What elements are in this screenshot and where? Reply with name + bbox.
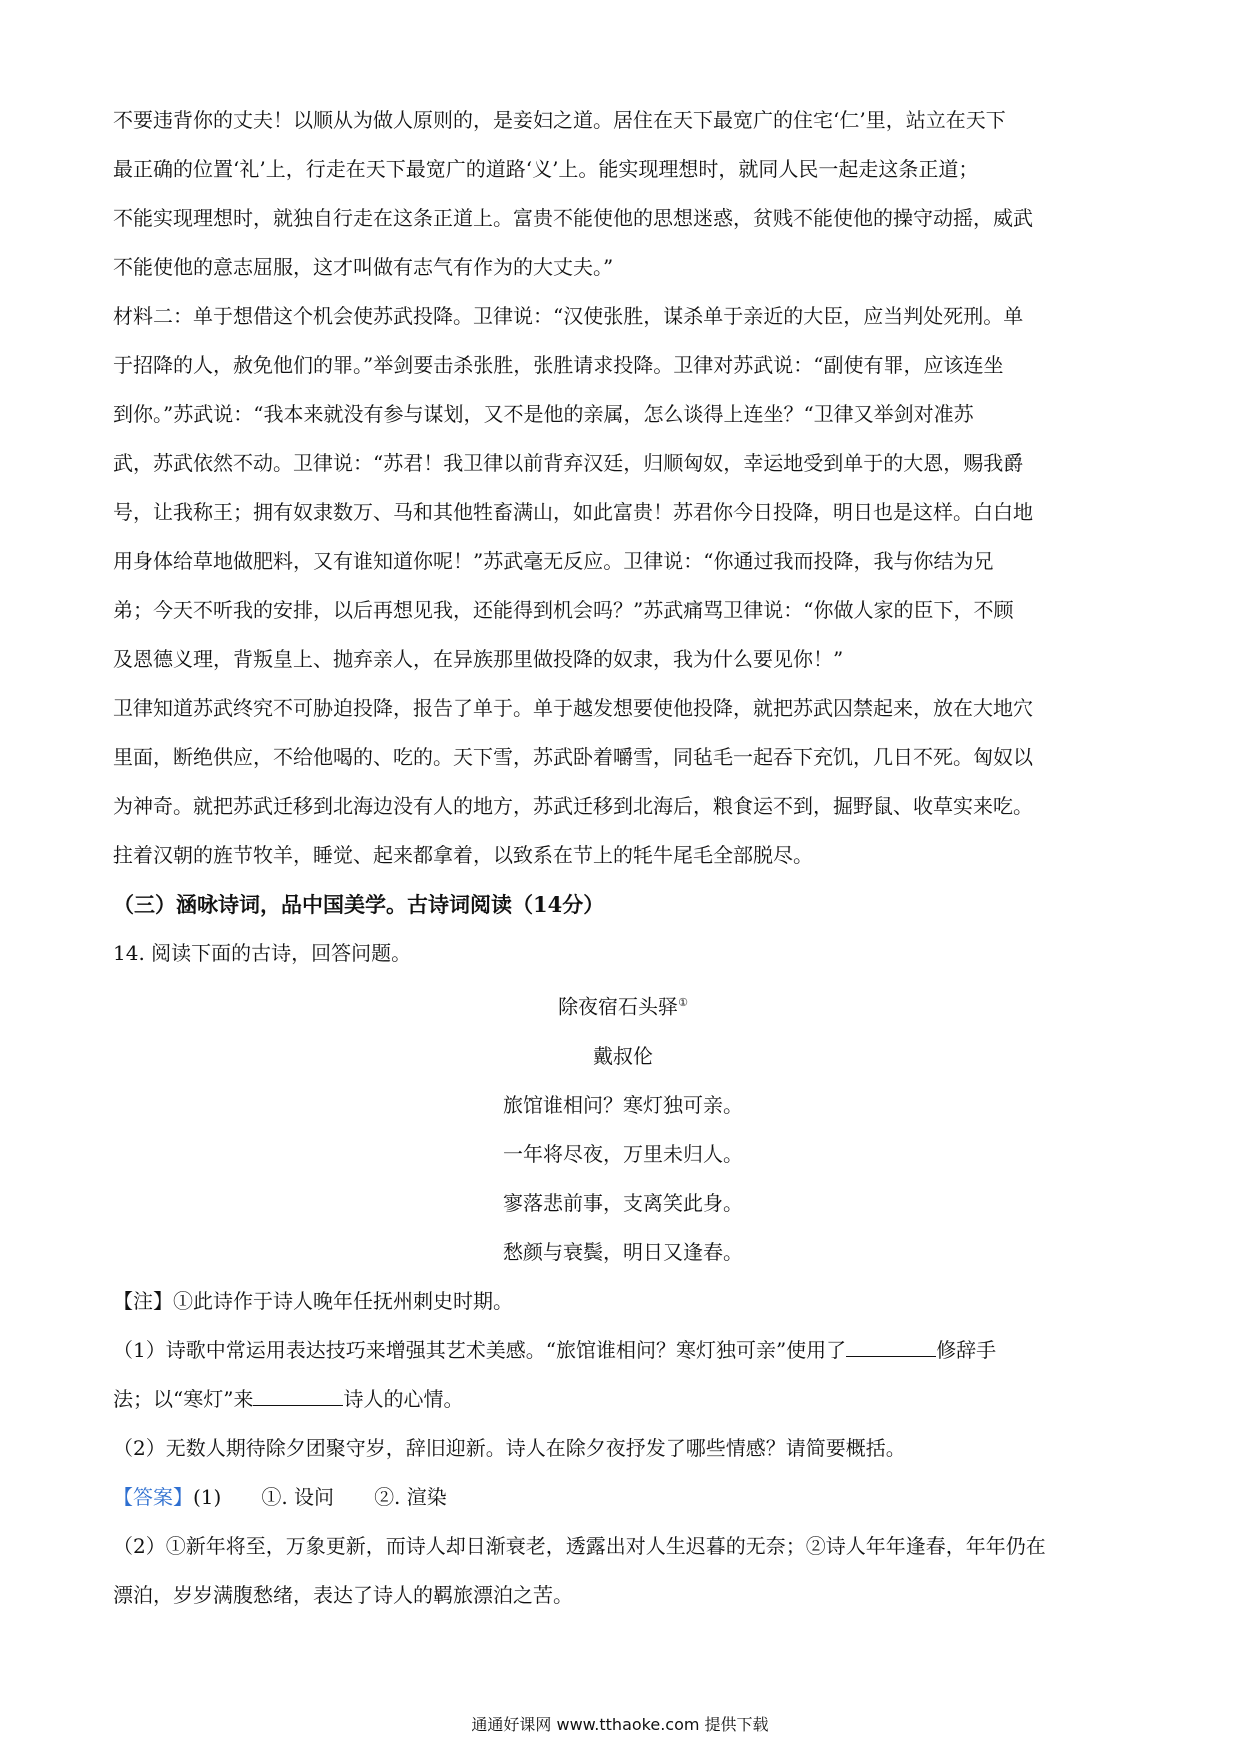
text-line: 卫律知道苏武终究不可胁迫投降，报告了单于。单于越发想要使他投降，就把苏武囚禁起来，放在大地穴 <box>113 696 1033 720</box>
answer-item: ①. 设问 <box>261 1484 335 1509</box>
text-line: 不要违背你的丈夫！以顺从为做人原则的，是妾妇之道。居住在天下最宽广的住宅‘仁’里，站立在天下 <box>113 108 1006 132</box>
text-line: 号，让我称王；拥有奴隶数万、马和其他牲畜满山，如此富贵！苏君你今日投降，明日也是这样。白白地 <box>113 500 1033 524</box>
answer-1 <box>113 1473 1133 1522</box>
sub-question-1 <box>113 1326 1133 1375</box>
footnote-mark: ① <box>678 996 688 1009</box>
text-line: 拄着汉朝的旌节牧羊，睡觉、起来都拿着，以致系在节上的牦牛尾毛全部脱尽。 <box>113 843 813 867</box>
text-line: 到你。”苏武说：“我本来就没有参与谋划，又不是他的亲属，怎么谈得上连坐？“卫律又举剑对准苏 <box>113 402 974 426</box>
text-line: 不能使他的意志屈服，这才叫做有志气有作为的大丈夫。” <box>113 255 614 279</box>
text-line: 及恩德义理，背叛皇上、抛弃亲人，在异族那里做投降的奴隶，我为什么要见你！” <box>113 647 844 671</box>
answer-item: ②. 渲染 <box>374 1484 447 1509</box>
poem-author: 戴叔伦 <box>593 1043 653 1068</box>
answer-blank[interactable] <box>846 1338 936 1357</box>
poem-note: 【注】①此诗作于诗人晚年任抚州刺史时期。 <box>113 1288 513 1313</box>
answer-label: (1) <box>193 1484 222 1509</box>
sub-question-1-cont <box>113 1375 1133 1424</box>
poem-title-text: 除夜宿石头驿 <box>558 994 679 1019</box>
material-two <box>113 292 1133 880</box>
text-line: 用身体给草地做肥料，又有谁知道你呢！”苏武毫无反应。卫律说：“你通过我而投降，我与你结为兄 <box>113 549 994 573</box>
text-line: 为神奇。就把苏武迁移到北海边没有人的地方，苏武迁移到北海后，粮食运不到，掘野鼠、收草实来吃。 <box>113 794 1033 818</box>
poem-line: 旅馆谁相问？寒灯独可亲。 <box>503 1092 743 1117</box>
sub-question-text: 法；以“寒灯”来 <box>113 1386 254 1411</box>
poem-line: 一年将尽夜，万里未归人。 <box>503 1141 743 1166</box>
text-line: 武，苏武依然不动。卫律说：“苏君！我卫律以前背弃汉廷，归顺匈奴，幸运地受到单于的大恩，赐我爵 <box>113 451 1024 475</box>
answer-2-line: 漂泊，岁岁满腹愁绪，表达了诗人的羁旅漂泊之苦。 <box>113 1582 573 1607</box>
document-page <box>113 96 1133 1620</box>
poem <box>113 978 1133 1277</box>
answer-blank[interactable] <box>253 1387 343 1406</box>
sub-question-text: 诗人的心情。 <box>343 1386 464 1411</box>
page-footer: 通通好课网 www.tthaoke.com 提供下载 <box>471 1715 769 1734</box>
sub-question-text: 修辞手 <box>936 1337 997 1362</box>
sub-question-text: （1）诗歌中常运用表达技巧来增强其艺术美感。“旅馆谁相问？寒灯独可亲”使用了 <box>113 1337 847 1362</box>
text-line: 弟；今天不听我的安排，以后再想见我，还能得到机会吗？”苏武痛骂卫律说：“你做人家的臣下，不顾 <box>113 598 1014 622</box>
poem-title <box>113 978 1133 1032</box>
poem-line: 愁颜与衰鬓，明日又逢春。 <box>503 1239 743 1264</box>
material-one <box>113 96 1133 292</box>
poem-line: 寥落悲前事，支离笑此身。 <box>503 1190 743 1215</box>
text-line: 里面，断绝供应，不给他喝的、吃的。天下雪，苏武卧着嚼雪，同毡毛一起吞下充饥，几日不死。匈奴以 <box>113 745 1033 769</box>
answer-tag: 【答案】 <box>113 1484 193 1509</box>
text-line: 材料二：单于想借这个机会使苏武投降。卫律说：“汉使张胜，谋杀单于亲近的大臣，应当判处死刑。单 <box>113 304 1024 328</box>
section-heading: （三）涵咏诗词，品中国美学。古诗词阅读（14分） <box>113 892 605 917</box>
answer-2-line: （2）①新年将至，万象更新，而诗人却日渐衰老，透露出对人生迟暮的无奈；②诗人年年逢春，年年仍在 <box>113 1533 1046 1558</box>
sub-question-2: （2）无数人期待除夕团聚守岁，辞旧迎新。诗人在除夕夜抒发了哪些情感？请简要概括。 <box>113 1435 906 1460</box>
text-line: 最正确的位置‘礼’上，行走在天下最宽广的道路‘义’上。能实现理想时，就同人民一起走这条正道； <box>113 157 979 181</box>
text-line: 于招降的人，赦免他们的罪。”举剑要击杀张胜，张胜请求投降。卫律对苏武说：“副使有罪，应该连坐 <box>113 353 1004 377</box>
question-stem: 14. 阅读下面的古诗，回答问题。 <box>113 941 412 965</box>
text-line: 不能实现理想时，就独自行走在这条正道上。富贵不能使他的思想迷惑，贫贱不能使他的操守动摇，威武 <box>113 206 1033 230</box>
